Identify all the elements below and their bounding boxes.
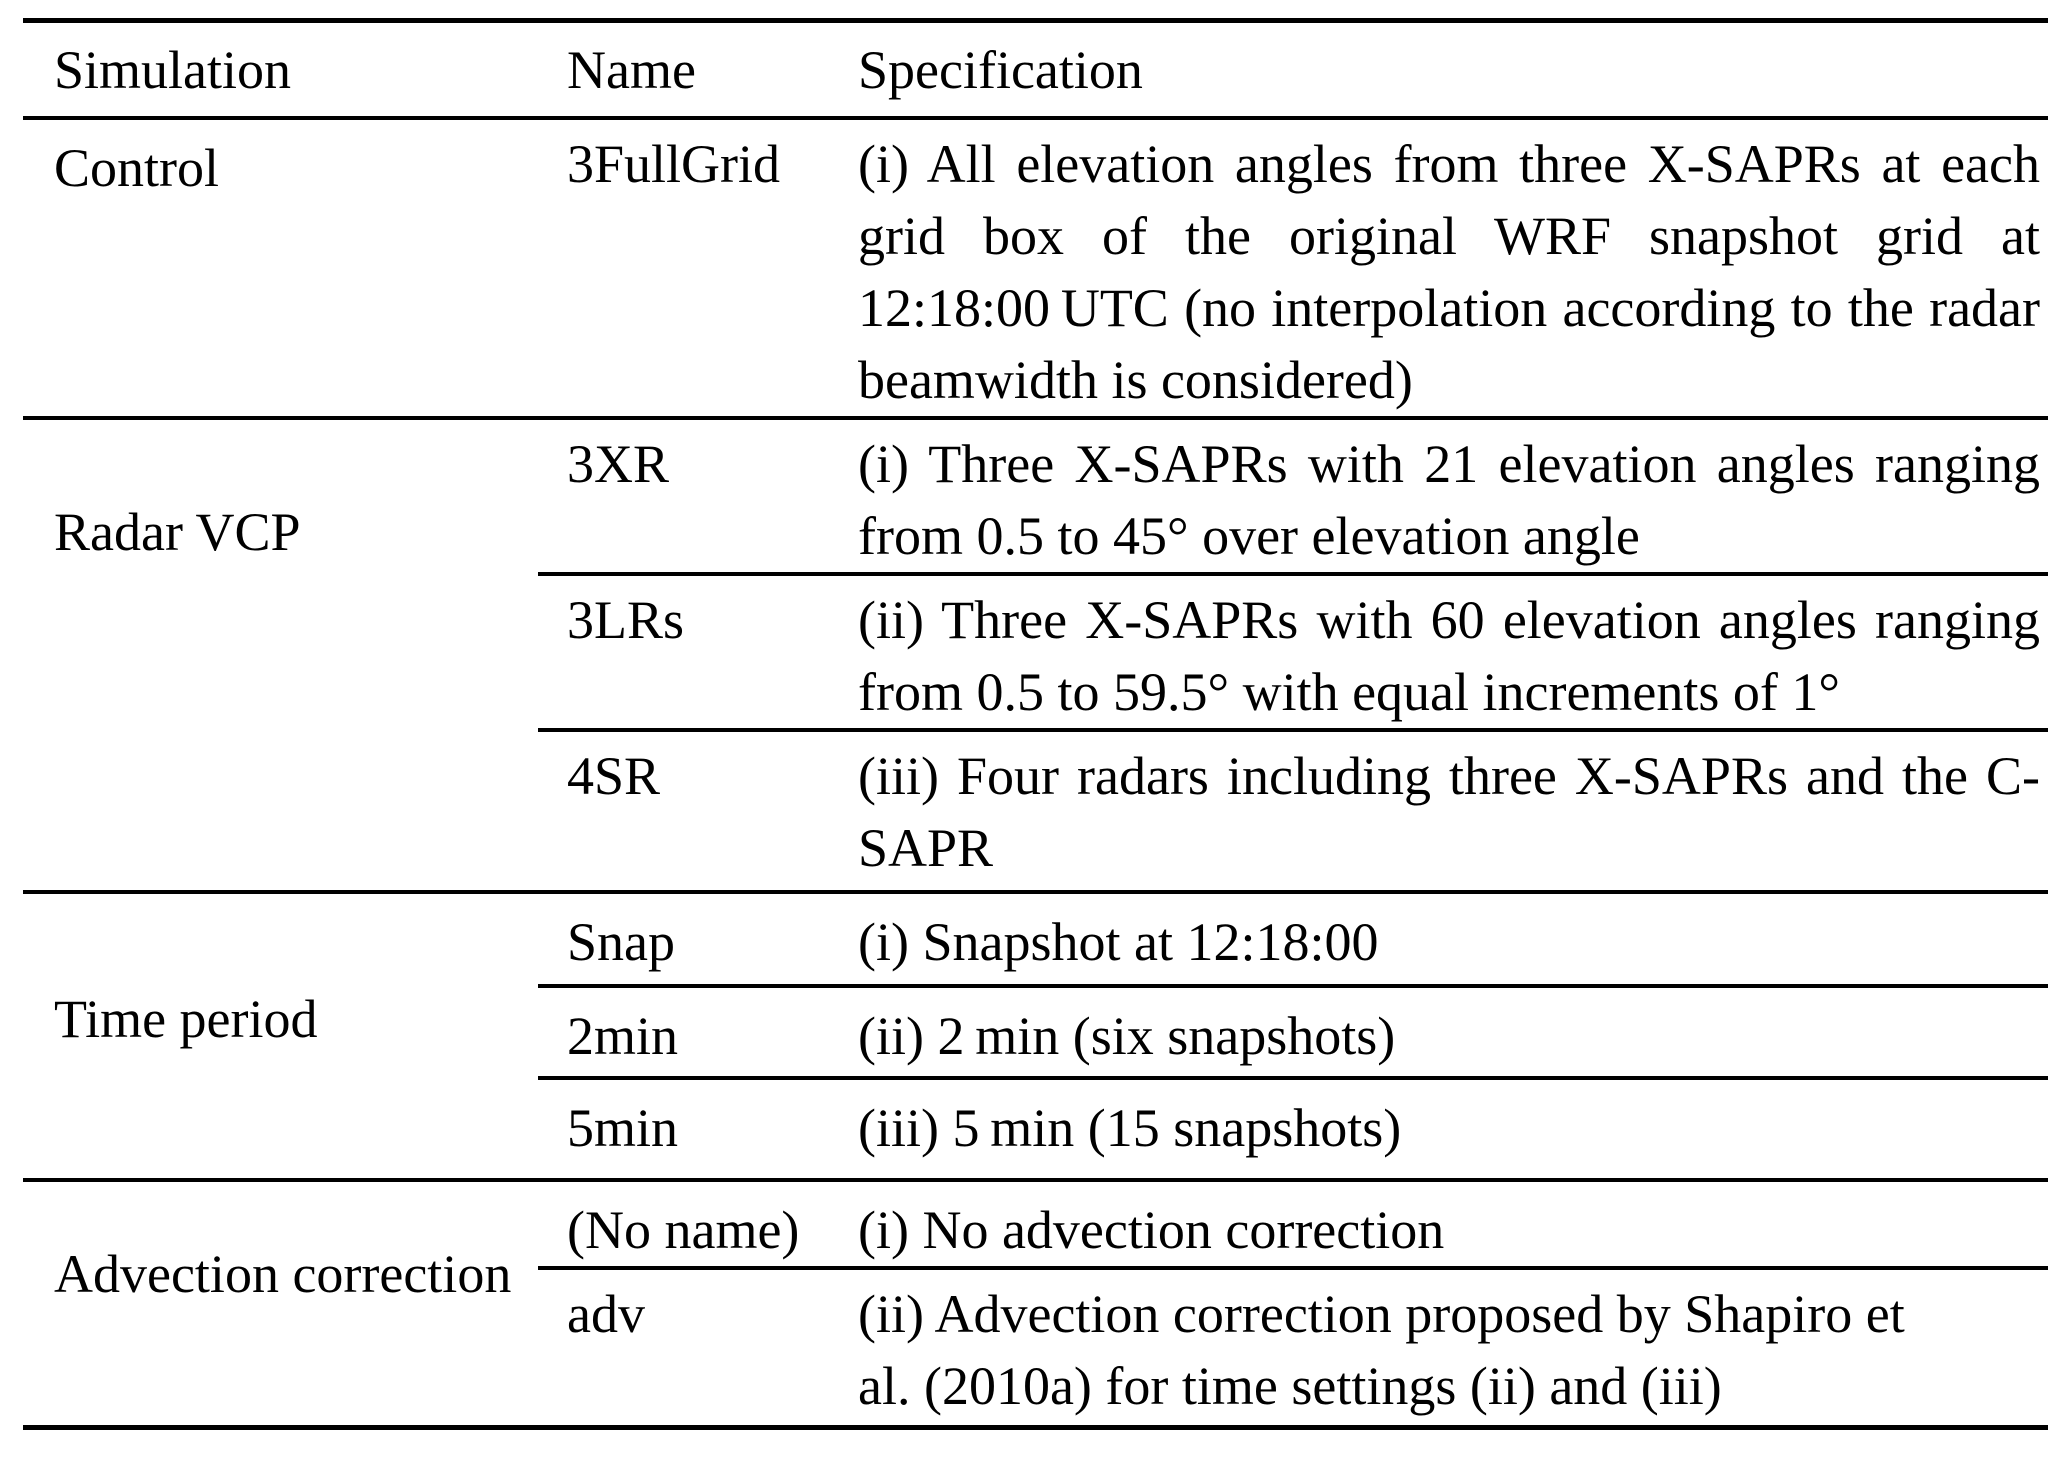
spec-cell-3fullgrid (851, 118, 2048, 418)
spec-cell-2min (851, 986, 2048, 1078)
table-row-noname (23, 1180, 2048, 1268)
table-row-snap (23, 892, 2048, 986)
name-cell-noname: (No name) (538, 1180, 851, 1268)
spec-line: (iii) Four radars including three X-SAPRs and the C- (858, 745, 2040, 806)
spec-cell-4sr (851, 730, 2048, 892)
spec-line: from 0.5 to 45° over elevation angle (858, 505, 1640, 566)
spec-line: (ii) Advection correction proposed by Shapiro et (858, 1283, 1905, 1344)
spec-line: beamwidth is considered) (858, 349, 1413, 410)
spec-cell-3lrs (851, 574, 2048, 730)
spec-cell-5min (851, 1078, 2048, 1180)
column-header-specification: Specification (851, 21, 2048, 118)
name-cell-5min: 5min (538, 1078, 851, 1180)
name-cell-3xr: 3XR (538, 418, 851, 574)
spec-line: grid box of the original WRF snapshot grid at (858, 205, 2040, 266)
name-cell-adv: adv (538, 1268, 851, 1428)
name-cell-3fullgrid: 3FullGrid (538, 118, 851, 418)
spec-line: SAPR (858, 817, 994, 878)
spec-line: (i) All elevation angles from three X-SAPRs at each (858, 133, 2040, 194)
header-row (23, 21, 2048, 118)
spec-line: (ii) 2 min (six snapshots) (858, 1005, 1396, 1066)
spec-cell-adv (851, 1268, 2048, 1428)
section-label-control: Control (23, 118, 538, 418)
column-header-simulation: Simulation (23, 21, 538, 118)
name-cell-4sr: 4SR (538, 730, 851, 892)
spec-line: (i) Snapshot at 12:18:00 (858, 911, 1379, 972)
name-cell-3lrs: 3LRs (538, 574, 851, 730)
name-cell-snap: Snap (538, 892, 851, 986)
spec-line: 12:18:00 UTC (no interpolation according to the radar (858, 277, 2040, 338)
section-label-advection-correction: Advection correction (23, 1180, 538, 1428)
column-header-name: Name (538, 21, 851, 118)
spec-line: (iii) 5 min (15 snapshots) (858, 1097, 1402, 1158)
spec-line: al. (2010a) for time settings (ii) and (iii) (858, 1355, 1722, 1416)
spec-line: (i) No advection correction (858, 1199, 1445, 1260)
spec-line: (ii) Three X-SAPRs with 60 elevation angles ranging (858, 589, 2040, 650)
spec-cell-3xr (851, 418, 2048, 574)
table-row-3fullgrid (23, 118, 2048, 418)
section-label-radar-vcp: Radar VCP (23, 418, 538, 892)
name-cell-2min: 2min (538, 986, 851, 1078)
spec-line: (i) Three X-SAPRs with 21 elevation angles ranging (858, 433, 2040, 494)
spec-cell-noname (851, 1180, 2048, 1268)
spec-cell-snap (851, 892, 2048, 986)
section-label-time-period: Time period (23, 892, 538, 1180)
spec-line: from 0.5 to 59.5° with equal increments of 1° (858, 661, 1840, 722)
table-row-3xr (23, 418, 2048, 574)
simulation-table (23, 18, 2048, 1430)
